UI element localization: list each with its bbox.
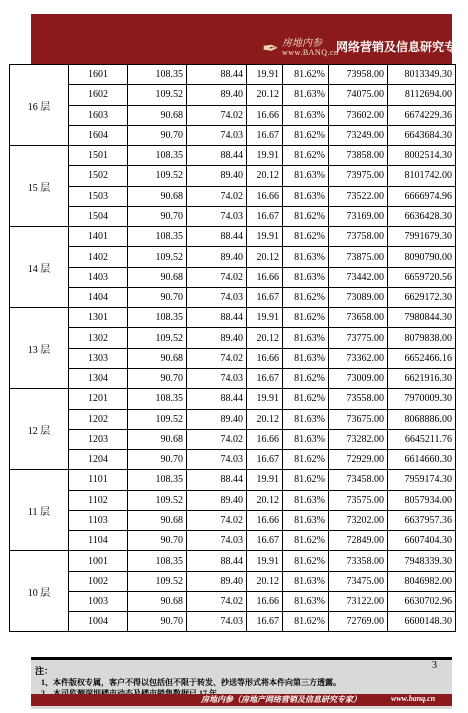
cell-unit: 1503 xyxy=(69,186,128,206)
cell-inner: 74.02 xyxy=(187,105,247,125)
cell-shared: 16.66 xyxy=(247,591,283,611)
cell-price: 73858.00 xyxy=(329,146,388,166)
cell-inner: 89.40 xyxy=(187,409,247,429)
cell-price: 73442.00 xyxy=(329,267,388,287)
table-row xyxy=(10,267,456,287)
cell-inner: 74.03 xyxy=(187,125,247,145)
cell-total: 8068886.00 xyxy=(388,409,456,429)
table-row xyxy=(10,105,456,125)
floor-label: 13 层 xyxy=(10,308,69,389)
footer-brand: 房地内参（房地产网络营销及信息研究专家） xyxy=(201,695,361,704)
cell-shared: 16.66 xyxy=(247,348,283,368)
note-line-1: 1、本件版权专属，客户不得以包括但不限于转发、抄送等形式将本件向第三方透露。 xyxy=(41,678,341,687)
cell-price: 73975.00 xyxy=(329,166,388,186)
floor-label: 10 层 xyxy=(10,551,69,632)
cell-unit: 1302 xyxy=(69,328,128,348)
cell-inner: 88.44 xyxy=(187,308,247,328)
cell-unit: 1404 xyxy=(69,287,128,307)
cell-inner: 88.44 xyxy=(187,470,247,490)
cell-inner: 74.02 xyxy=(187,510,247,530)
cell-shared: 16.67 xyxy=(247,125,283,145)
cell-unit: 1601 xyxy=(69,65,128,85)
table-row xyxy=(10,308,456,328)
cell-shared: 19.91 xyxy=(247,551,283,571)
cell-area: 108.35 xyxy=(128,227,187,247)
cell-total: 6652466.16 xyxy=(388,348,456,368)
cell-price: 73575.00 xyxy=(329,490,388,510)
cell-shared: 20.12 xyxy=(247,247,283,267)
table-row xyxy=(10,470,456,490)
cell-unit: 1301 xyxy=(69,308,128,328)
cell-inner: 88.44 xyxy=(187,389,247,409)
logo-url: www.BANQ.cn xyxy=(282,48,339,57)
cell-area: 90.68 xyxy=(128,429,187,449)
cell-price: 73089.00 xyxy=(329,287,388,307)
table-row xyxy=(10,612,456,632)
table-row xyxy=(10,571,456,591)
cell-inner: 74.03 xyxy=(187,450,247,470)
cell-ratio: 81.63% xyxy=(283,105,329,125)
cell-unit: 1102 xyxy=(69,490,128,510)
cell-shared: 16.67 xyxy=(247,450,283,470)
cell-inner: 74.03 xyxy=(187,368,247,388)
cell-inner: 74.02 xyxy=(187,429,247,449)
cell-price: 73558.00 xyxy=(329,389,388,409)
cell-price: 74075.00 xyxy=(329,85,388,105)
cell-total: 7948339.30 xyxy=(388,551,456,571)
cell-ratio: 81.63% xyxy=(283,267,329,287)
cell-unit: 1504 xyxy=(69,206,128,226)
cell-shared: 16.66 xyxy=(247,429,283,449)
cell-inner: 74.02 xyxy=(187,591,247,611)
cell-total: 8057934.00 xyxy=(388,490,456,510)
cell-area: 90.68 xyxy=(128,591,187,611)
cell-price: 73202.00 xyxy=(329,510,388,530)
cell-price: 73282.00 xyxy=(329,429,388,449)
cell-total: 6643684.30 xyxy=(388,125,456,145)
cell-ratio: 81.62% xyxy=(283,368,329,388)
cell-price: 73602.00 xyxy=(329,105,388,125)
header-slogan: 网络营销及信息研究专家 xyxy=(336,40,468,54)
cell-total: 6637957.36 xyxy=(388,510,456,530)
cell-shared: 16.67 xyxy=(247,531,283,551)
cell-unit: 1002 xyxy=(69,571,128,591)
cell-shared: 16.66 xyxy=(247,267,283,287)
cell-ratio: 81.63% xyxy=(283,510,329,530)
cell-price: 73458.00 xyxy=(329,470,388,490)
cell-inner: 74.03 xyxy=(187,612,247,632)
table-row xyxy=(10,206,456,226)
cell-unit: 1101 xyxy=(69,470,128,490)
cell-total: 6630702.96 xyxy=(388,591,456,611)
footer-strip xyxy=(31,694,452,706)
cell-inner: 74.02 xyxy=(187,267,247,287)
cell-unit: 1103 xyxy=(69,510,128,530)
table-row xyxy=(10,531,456,551)
cell-ratio: 81.63% xyxy=(283,186,329,206)
cell-price: 72929.00 xyxy=(329,450,388,470)
floor-label: 15 层 xyxy=(10,146,69,227)
cell-area: 108.35 xyxy=(128,146,187,166)
cell-price: 73249.00 xyxy=(329,125,388,145)
cell-ratio: 81.62% xyxy=(283,470,329,490)
table-row xyxy=(10,490,456,510)
cell-inner: 88.44 xyxy=(187,65,247,85)
cell-unit: 1201 xyxy=(69,389,128,409)
cell-price: 73522.00 xyxy=(329,186,388,206)
logo-brand: 房地内参 xyxy=(282,38,322,49)
cell-area: 109.52 xyxy=(128,328,187,348)
cell-area: 90.68 xyxy=(128,267,187,287)
cell-ratio: 81.63% xyxy=(283,429,329,449)
cell-price: 73362.00 xyxy=(329,348,388,368)
table-row xyxy=(10,186,456,206)
cell-unit: 1203 xyxy=(69,429,128,449)
cell-area: 90.70 xyxy=(128,368,187,388)
cell-price: 73758.00 xyxy=(329,227,388,247)
cell-shared: 16.66 xyxy=(247,510,283,530)
cell-inner: 74.02 xyxy=(187,186,247,206)
table-row xyxy=(10,328,456,348)
cell-ratio: 81.63% xyxy=(283,591,329,611)
cell-price: 73358.00 xyxy=(329,551,388,571)
floor-label: 14 层 xyxy=(10,227,69,308)
cell-unit: 1303 xyxy=(69,348,128,368)
cell-shared: 19.91 xyxy=(247,65,283,85)
cell-inner: 74.03 xyxy=(187,531,247,551)
cell-area: 108.35 xyxy=(128,470,187,490)
table-row xyxy=(10,368,456,388)
cell-area: 90.68 xyxy=(128,186,187,206)
cell-price: 73958.00 xyxy=(329,65,388,85)
cell-ratio: 81.63% xyxy=(283,166,329,186)
table-row xyxy=(10,85,456,105)
cell-shared: 16.66 xyxy=(247,105,283,125)
cell-price: 73875.00 xyxy=(329,247,388,267)
cell-ratio: 81.62% xyxy=(283,531,329,551)
cell-shared: 20.12 xyxy=(247,571,283,591)
cell-inner: 88.44 xyxy=(187,551,247,571)
cell-unit: 1603 xyxy=(69,105,128,125)
cell-unit: 1402 xyxy=(69,247,128,267)
cell-price: 73475.00 xyxy=(329,571,388,591)
cell-shared: 20.12 xyxy=(247,166,283,186)
cell-total: 8013349.30 xyxy=(388,65,456,85)
table-row xyxy=(10,348,456,368)
cell-area: 90.68 xyxy=(128,105,187,125)
cell-total: 6636428.30 xyxy=(388,206,456,226)
cell-inner: 89.40 xyxy=(187,490,247,510)
cell-total: 7970009.30 xyxy=(388,389,456,409)
cell-unit: 1202 xyxy=(69,409,128,429)
cell-shared: 19.91 xyxy=(247,227,283,247)
cell-inner: 74.03 xyxy=(187,287,247,307)
cell-area: 90.70 xyxy=(128,450,187,470)
cell-unit: 1004 xyxy=(69,612,128,632)
cell-shared: 20.12 xyxy=(247,328,283,348)
cell-unit: 1401 xyxy=(69,227,128,247)
cell-total: 7959174.30 xyxy=(388,470,456,490)
cell-area: 109.52 xyxy=(128,85,187,105)
cell-ratio: 81.62% xyxy=(283,287,329,307)
brand-logo xyxy=(258,28,468,64)
floor-label: 16 层 xyxy=(10,65,69,146)
cell-ratio: 81.62% xyxy=(283,125,329,145)
cell-area: 109.52 xyxy=(128,490,187,510)
cell-price: 73169.00 xyxy=(329,206,388,226)
cell-inner: 74.02 xyxy=(187,348,247,368)
cell-unit: 1604 xyxy=(69,125,128,145)
cell-price: 73675.00 xyxy=(329,409,388,429)
cell-area: 90.68 xyxy=(128,510,187,530)
cell-total: 6666974.96 xyxy=(388,186,456,206)
cell-inner: 89.40 xyxy=(187,166,247,186)
cell-total: 6659720.56 xyxy=(388,267,456,287)
cell-unit: 1501 xyxy=(69,146,128,166)
cell-ratio: 81.63% xyxy=(283,490,329,510)
price-table-body xyxy=(10,65,456,632)
cell-ratio: 81.62% xyxy=(283,612,329,632)
cell-ratio: 81.62% xyxy=(283,450,329,470)
cell-area: 90.70 xyxy=(128,531,187,551)
cell-area: 109.52 xyxy=(128,409,187,429)
cell-price: 72849.00 xyxy=(329,531,388,551)
cell-inner: 74.03 xyxy=(187,206,247,226)
cell-ratio: 81.62% xyxy=(283,65,329,85)
table-row xyxy=(10,450,456,470)
cell-price: 72769.00 xyxy=(329,612,388,632)
cell-total: 6645211.76 xyxy=(388,429,456,449)
cell-area: 109.52 xyxy=(128,571,187,591)
cell-area: 90.70 xyxy=(128,287,187,307)
cell-total: 8090790.00 xyxy=(388,247,456,267)
cell-unit: 1502 xyxy=(69,166,128,186)
cell-total: 6621916.30 xyxy=(388,368,456,388)
table-row xyxy=(10,125,456,145)
cell-total: 7980844.30 xyxy=(388,308,456,328)
table-row xyxy=(10,146,456,166)
cell-ratio: 81.63% xyxy=(283,247,329,267)
page-number: 3 xyxy=(432,660,437,671)
cell-ratio: 81.62% xyxy=(283,389,329,409)
cell-shared: 19.91 xyxy=(247,146,283,166)
cell-shared: 20.12 xyxy=(247,85,283,105)
cell-total: 8002514.30 xyxy=(388,146,456,166)
cell-total: 6607404.30 xyxy=(388,531,456,551)
cell-unit: 1003 xyxy=(69,591,128,611)
cell-shared: 16.67 xyxy=(247,287,283,307)
cell-shared: 16.67 xyxy=(247,612,283,632)
cell-total: 6674229.36 xyxy=(388,105,456,125)
cell-area: 90.68 xyxy=(128,348,187,368)
price-table xyxy=(9,64,456,632)
cell-price: 73122.00 xyxy=(329,591,388,611)
table-row xyxy=(10,247,456,267)
cell-unit: 1304 xyxy=(69,368,128,388)
cell-area: 90.70 xyxy=(128,125,187,145)
cell-area: 109.52 xyxy=(128,166,187,186)
cell-total: 6614660.30 xyxy=(388,450,456,470)
cell-price: 73775.00 xyxy=(329,328,388,348)
table-row xyxy=(10,287,456,307)
cell-unit: 1001 xyxy=(69,551,128,571)
cell-shared: 20.12 xyxy=(247,490,283,510)
cell-ratio: 81.63% xyxy=(283,348,329,368)
pen-icon: ✒ xyxy=(262,38,279,60)
cell-unit: 1104 xyxy=(69,531,128,551)
floor-label: 12 层 xyxy=(10,389,69,470)
cell-ratio: 81.62% xyxy=(283,551,329,571)
cell-shared: 16.67 xyxy=(247,368,283,388)
cell-unit: 1602 xyxy=(69,85,128,105)
cell-total: 6629172.30 xyxy=(388,287,456,307)
cell-area: 108.35 xyxy=(128,551,187,571)
cell-price: 73658.00 xyxy=(329,308,388,328)
cell-shared: 16.66 xyxy=(247,186,283,206)
cell-shared: 19.91 xyxy=(247,308,283,328)
cell-shared: 16.67 xyxy=(247,206,283,226)
cell-inner: 89.40 xyxy=(187,85,247,105)
cell-total: 6600148.30 xyxy=(388,612,456,632)
cell-total: 8046982.00 xyxy=(388,571,456,591)
cell-shared: 19.91 xyxy=(247,470,283,490)
cell-ratio: 81.63% xyxy=(283,409,329,429)
cell-total: 8112694.00 xyxy=(388,85,456,105)
cell-area: 90.70 xyxy=(128,612,187,632)
cell-inner: 88.44 xyxy=(187,227,247,247)
table-row xyxy=(10,551,456,571)
cell-price: 73009.00 xyxy=(329,368,388,388)
cell-ratio: 81.62% xyxy=(283,206,329,226)
cell-ratio: 81.63% xyxy=(283,85,329,105)
notes-title: 注： xyxy=(35,666,54,676)
table-row xyxy=(10,429,456,449)
cell-area: 108.35 xyxy=(128,308,187,328)
cell-ratio: 81.63% xyxy=(283,571,329,591)
table-row xyxy=(10,166,456,186)
table-row xyxy=(10,409,456,429)
table-row xyxy=(10,65,456,85)
cell-total: 8079838.00 xyxy=(388,328,456,348)
cell-total: 8101742.00 xyxy=(388,166,456,186)
table-row xyxy=(10,510,456,530)
floor-label: 11 层 xyxy=(10,470,69,551)
cell-unit: 1403 xyxy=(69,267,128,287)
cell-ratio: 81.63% xyxy=(283,328,329,348)
table-row xyxy=(10,227,456,247)
cell-area: 108.35 xyxy=(128,65,187,85)
table-row xyxy=(10,389,456,409)
cell-ratio: 81.62% xyxy=(283,308,329,328)
table-row xyxy=(10,591,456,611)
cell-area: 108.35 xyxy=(128,389,187,409)
cell-area: 90.70 xyxy=(128,206,187,226)
cell-inner: 89.40 xyxy=(187,247,247,267)
cell-total: 7991679.30 xyxy=(388,227,456,247)
cell-inner: 88.44 xyxy=(187,146,247,166)
cell-shared: 20.12 xyxy=(247,409,283,429)
cell-inner: 89.40 xyxy=(187,571,247,591)
cell-inner: 89.40 xyxy=(187,328,247,348)
cell-unit: 1204 xyxy=(69,450,128,470)
footer-url: www.banq.cn xyxy=(391,694,436,703)
cell-ratio: 81.62% xyxy=(283,227,329,247)
cell-area: 109.52 xyxy=(128,247,187,267)
cell-ratio: 81.62% xyxy=(283,146,329,166)
cell-shared: 19.91 xyxy=(247,389,283,409)
